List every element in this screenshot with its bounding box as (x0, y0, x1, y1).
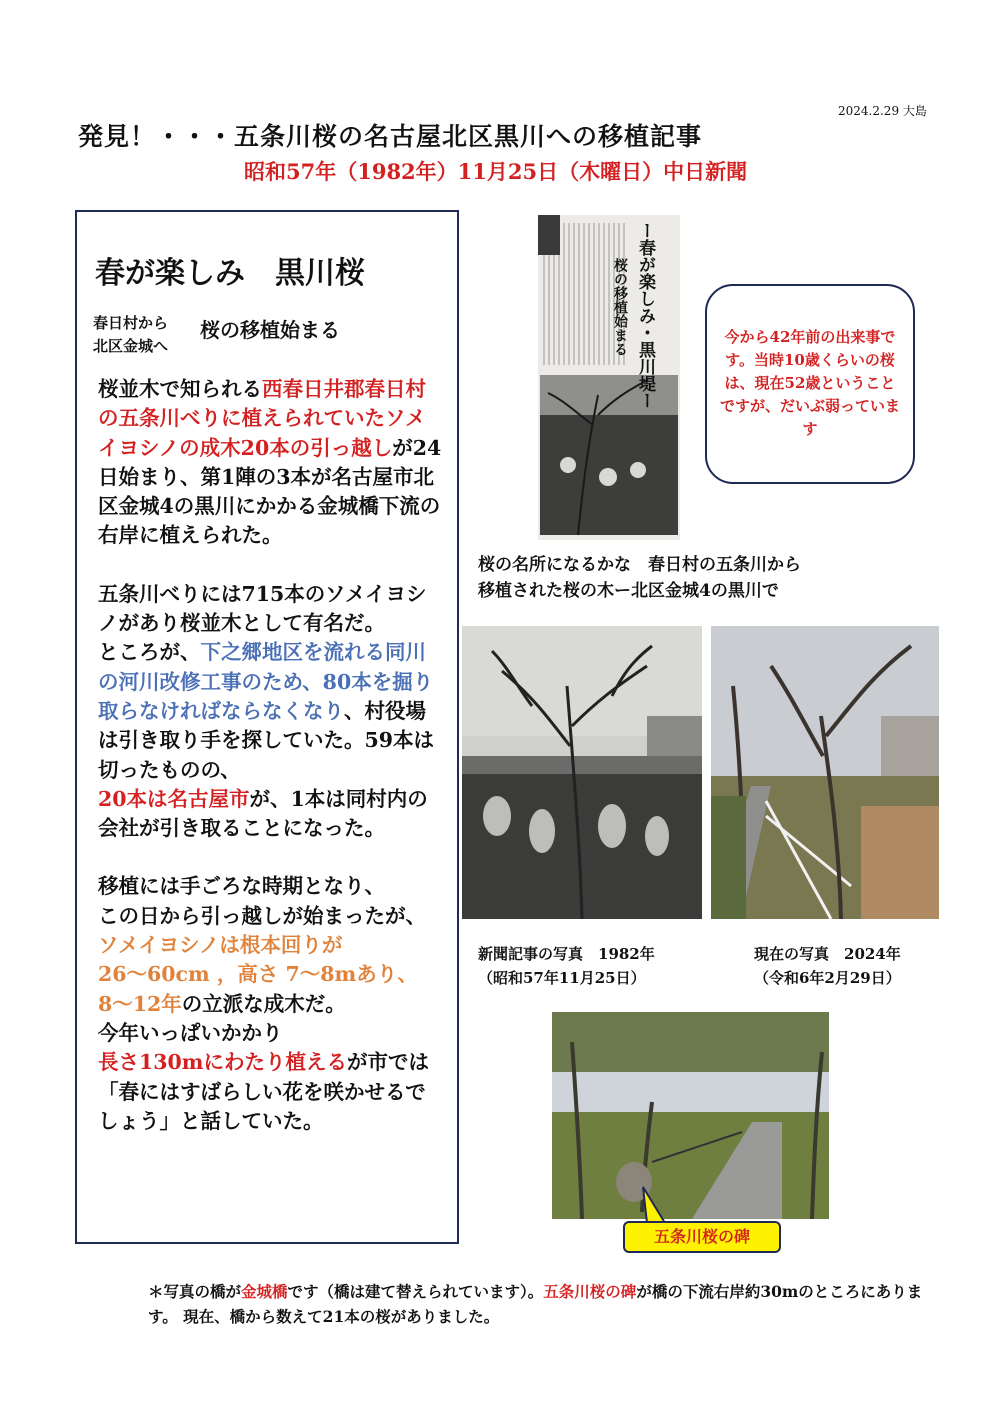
document-date: 2024.2.29 大島 (838, 104, 927, 118)
text-span: 、村役場は引き取り手を探していた。59本は切ったものの、 (98, 698, 435, 782)
clipping-subheadline: 桜の移植始まる (612, 258, 628, 356)
highlight-red: 五条川桜の碑 (543, 1282, 637, 1301)
caption-line: 移植された桜の木ー北区金城4の黒川で (478, 581, 779, 601)
article-headline: 春が楽しみ 黒川桜 (95, 256, 365, 291)
newspaper-clipping-image (538, 215, 680, 540)
monument-callout: 五条川桜の碑 (623, 1221, 781, 1253)
lead-small-line: 春日村から (93, 314, 169, 332)
text-span: が、1本は同村内の会社が引き取ることになった。 (98, 786, 428, 841)
old-photo-caption (478, 942, 655, 990)
highlight-orange: 8～12年 (98, 991, 182, 1016)
text-span: です（橋は建て替えられています）。 (287, 1282, 544, 1301)
highlight-red: 西春日井郡春日村の五条川べりに植えられていたソメイヨシノの成木20本の引っ越し (98, 377, 426, 460)
comment-bubble: 今から42年前の出来事です。当時10歳くらいの桜は、現在52歳ということですが、だいぶ弱っています (705, 284, 915, 484)
article-paragraph-3 (98, 872, 444, 1136)
caption-line: （昭和57年11月25日） (478, 969, 646, 987)
text-span: が市では「春にはすばらしい花を咲かせるでしょう」と話していた。 (98, 1050, 429, 1133)
caption-line: 現在の写真 2024年 (754, 945, 901, 963)
text-span: ＊写真の橋が (148, 1282, 242, 1301)
text-span: ところが、 (98, 640, 201, 665)
highlight-orange: ソメイヨシノは根本回りが (98, 933, 343, 958)
highlight-orange: 26～60cm ，高さ 7～8mあり、 (98, 962, 418, 987)
monument-photo (552, 1012, 829, 1219)
current-photo-2024 (711, 626, 939, 919)
highlight-blue: 下之郷地区を流れる同川の河川改修工事のため、80本を掘り取らなければならなくなり (98, 640, 434, 723)
clipping-headline: ー春が楽しみ・黒川堤ー (635, 222, 655, 409)
highlight-red: 20本は名古屋市 (98, 786, 250, 811)
text-span: の立派な成木だ。 (181, 991, 346, 1016)
page-subtitle: 昭和57年（1982年）11月25日（木曜日）中日新聞 (244, 159, 748, 184)
text-span: 五条川べりには715本のソメイヨシノがあり桜並木として有名だ。 (98, 581, 427, 636)
page-title: 発見！・・・五条川桜の名古屋北区黒川への移植記事 (78, 122, 703, 151)
article-paragraph-2 (98, 580, 444, 844)
lead-small-line: 北区金城へ (93, 337, 169, 355)
caption-line: 桜の名所になるかな 春日村の五条川から (478, 555, 801, 575)
new-photo-caption (754, 942, 901, 990)
article-paragraph-1 (98, 375, 444, 551)
caption-line: （令和6年2月29日） (754, 969, 901, 987)
footnote (148, 1279, 938, 1329)
clipping-caption (478, 552, 801, 604)
text-span: この日から引っ越しが始まったが、 (98, 903, 426, 928)
text-span: が橋の下流右岸約30mのところにあります。 現在、橋から数えて21本の桜がありました。 (148, 1282, 923, 1326)
article-body (98, 375, 444, 1165)
caption-line: 新聞記事の写真 1982年 (478, 945, 655, 963)
old-newspaper-photo (462, 626, 702, 919)
highlight-red: 金城橋 (241, 1282, 288, 1301)
callout-pointer-icon (637, 1185, 667, 1225)
article-lead-small (93, 312, 173, 358)
highlight-red: 長さ130mにわたり植える (98, 1050, 347, 1075)
text-span: 桜並木で知られる (98, 377, 262, 401)
text-span: が24日始まり、第1陣の3本が名古屋市北区金城4の黒川にかかる金城橋下流の右岸に植えられた。 (98, 435, 442, 548)
text-span: 今年いっぱいかかり (98, 1020, 283, 1045)
article-lead-big: 桜の移植始まる (200, 318, 340, 342)
text-span: 移植には手ごろな時期となり、 (98, 874, 385, 899)
